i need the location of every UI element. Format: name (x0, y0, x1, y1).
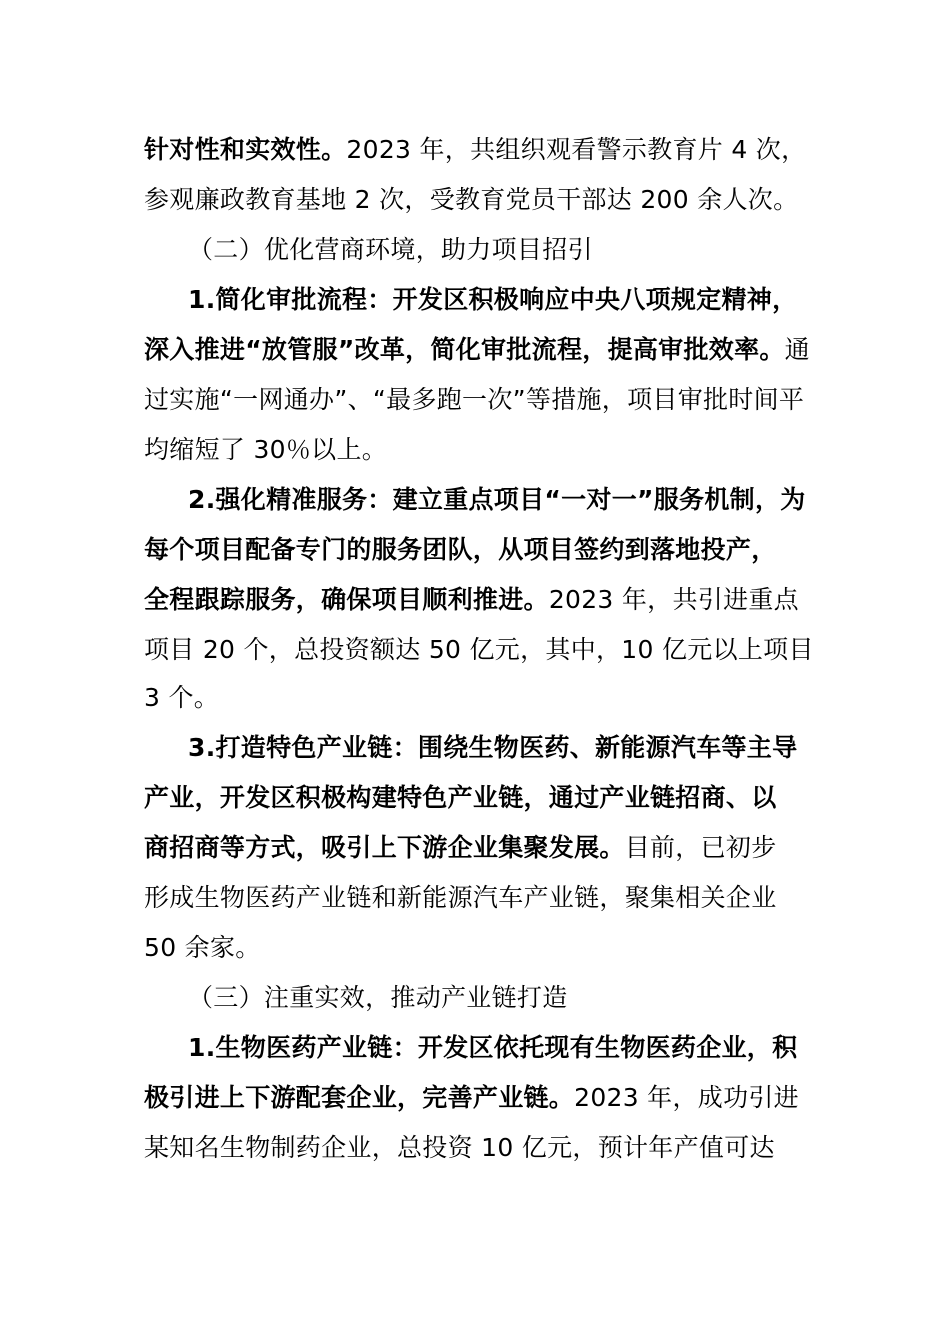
body-text: 2023 年，共组织观看警示教育片 4 次， (346, 135, 807, 164)
body-line-10 (144, 580, 814, 620)
body-line-1 (144, 130, 814, 170)
body-text: 某知名生物制药企业，总投资 10 亿元，预计年产值可达 (144, 1133, 775, 1162)
body-text: （二）优化营商环境，助力项目招引 (188, 235, 593, 264)
body-text: 参观廉政教育基地 2 次，受教育党员干部达 200 余人次。 (144, 185, 799, 214)
body-line-11 (144, 630, 814, 670)
body-line-4 (188, 280, 814, 320)
section-heading-3 (188, 978, 814, 1018)
bold-text: 1.生物医药产业链：开发区依托现有生物医药企业，积 (188, 1033, 798, 1062)
body-text: 2023 年，共引进重点 (548, 585, 799, 614)
body-text: 过实施“一网通办”、“最多跑一次”等措施，项目审批时间平 (144, 385, 805, 414)
body-line-21 (144, 1128, 814, 1168)
bold-text: 全程跟踪服务，确保项目顺利推进。 (144, 585, 549, 614)
body-line-13 (188, 728, 814, 768)
body-text: 均缩短了 30％以上。 (144, 435, 388, 464)
body-text: （三）注重实效，推动产业链打造 (188, 983, 568, 1012)
bold-text: 极引进上下游配套企业，完善产业链。 (144, 1083, 575, 1112)
bold-text: 3.打造特色产业链：围绕生物医药、新能源汽车等主导 (188, 733, 798, 762)
body-line-7 (144, 430, 814, 470)
bold-text: 每个项目配备专门的服务团队，从项目签约到落地投产， (144, 535, 777, 564)
body-line-9 (144, 530, 814, 570)
bold-text: 1.简化审批流程：开发区积极响应中央八项规定精神， (188, 285, 798, 314)
body-text: 50 余家。 (144, 933, 261, 962)
section-heading-2 (188, 230, 814, 270)
body-line-17 (144, 928, 814, 968)
bold-text: 针对性和实效性。 (144, 135, 347, 164)
body-line-15 (144, 828, 814, 868)
body-line-20 (144, 1078, 814, 1118)
body-line-8 (188, 480, 814, 520)
body-line-14 (144, 778, 814, 818)
bold-text: 商招商等方式，吸引上下游企业集聚发展。 (144, 833, 625, 862)
body-text: 项目 20 个，总投资额达 50 亿元，其中，10 亿元以上项目 (144, 635, 814, 664)
body-text: 目前，已初步 (624, 833, 777, 862)
body-text: 2023 年，成功引进 (574, 1083, 799, 1112)
body-line-6 (144, 380, 814, 420)
body-text: 形成生物医药产业链和新能源汽车产业链，聚集相关企业 (144, 883, 777, 912)
bold-text: 深入推进“放管服”改革，简化审批流程，提高审批效率。 (144, 335, 785, 364)
body-line-2 (144, 180, 814, 220)
body-text: 通 (784, 335, 810, 364)
bold-text: 产业，开发区积极构建特色产业链，通过产业链招商、以 (144, 783, 777, 812)
body-text: 3 个。 (144, 683, 220, 712)
body-line-5 (144, 330, 814, 370)
body-line-19 (188, 1028, 814, 1068)
body-line-16 (144, 878, 814, 918)
bold-text: 2.强化精准服务：建立重点项目“一对一”服务机制，为 (188, 485, 806, 514)
body-line-12 (144, 678, 814, 718)
